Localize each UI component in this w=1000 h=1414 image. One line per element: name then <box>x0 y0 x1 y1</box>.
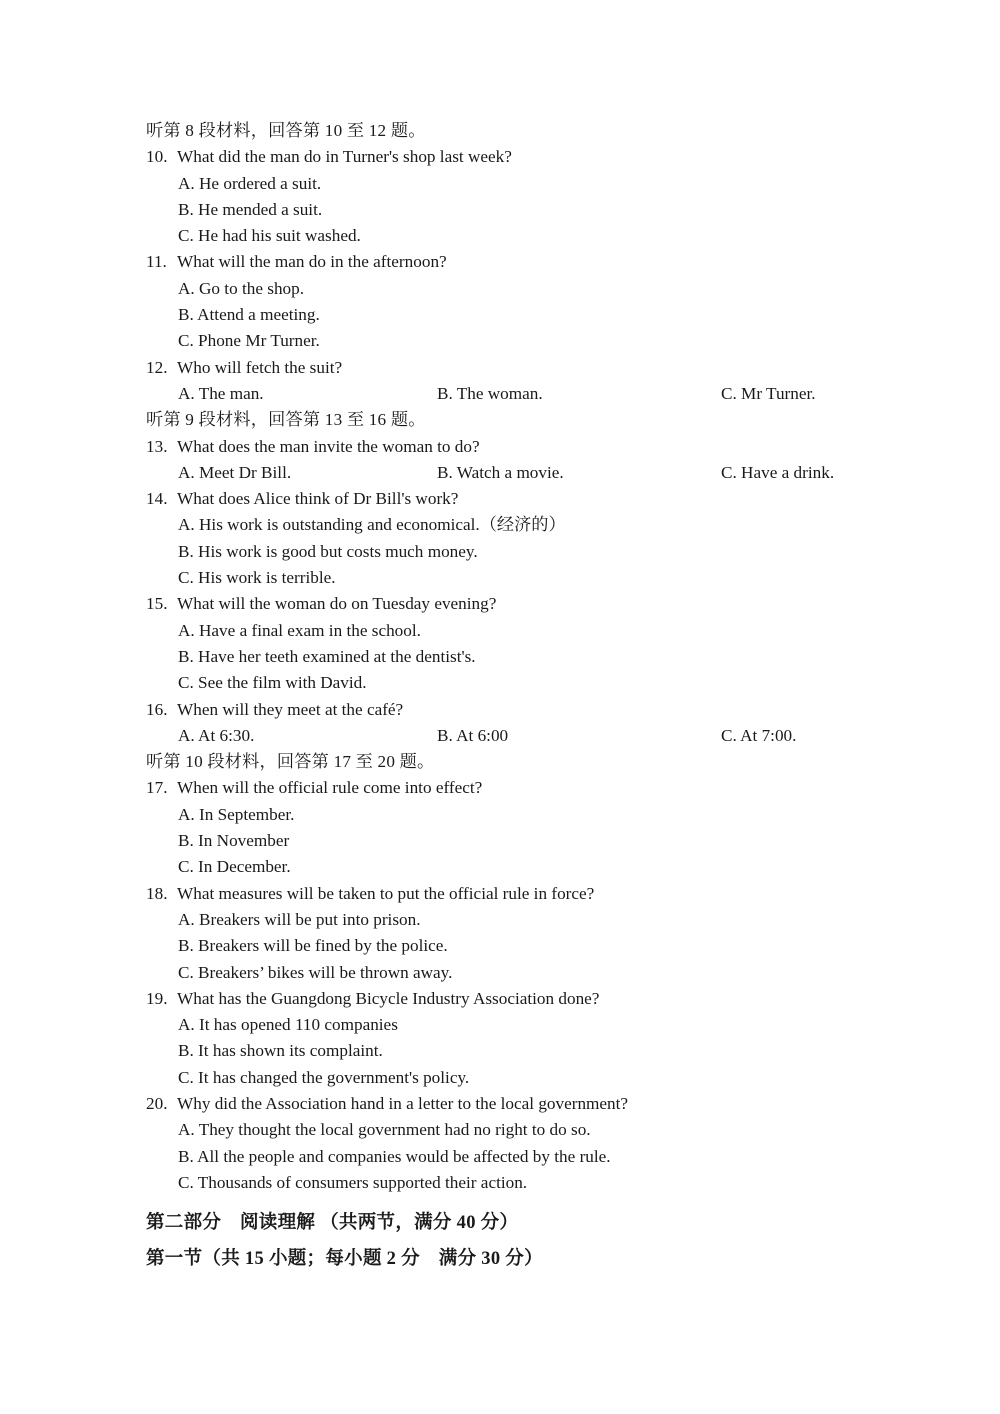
question-14-option-c[interactable]: C. His work is terrible. <box>178 568 336 588</box>
question-15-option-b[interactable]: B. Have her teeth examined at the dentist's. <box>178 646 476 666</box>
question-13-text: What does the man invite the woman to do? <box>177 436 480 456</box>
question-12-number: 12. <box>146 357 168 377</box>
question-10-text: What did the man do in Turner's shop last week? <box>177 147 512 167</box>
exam-content-column <box>146 118 946 1196</box>
question-12-option-b[interactable]: B. The woman. <box>437 383 543 403</box>
question-19-option-b[interactable]: B. It has shown its complaint. <box>178 1041 383 1061</box>
question-15-option-a[interactable]: A. Have a final exam in the school. <box>178 620 421 640</box>
question-17-option-a[interactable]: A. In September. <box>178 804 295 824</box>
question-18-option-c[interactable]: C. Breakers’ bikes will be thrown away. <box>178 962 453 982</box>
question-19-text: What has the Guangdong Bicycle Industry Association done? <box>177 988 600 1008</box>
question-20-option-a[interactable]: A. They thought the local government had no right to do so. <box>178 1120 591 1140</box>
question-16-option-c[interactable]: C. At 7:00. <box>721 725 797 745</box>
question-18-number: 18. <box>146 883 168 903</box>
question-17-number: 17. <box>146 778 168 798</box>
question-20-text: Why did the Association hand in a letter to the local government? <box>177 1093 629 1113</box>
question-11-option-b[interactable]: B. Attend a meeting. <box>178 305 320 325</box>
part-two-heading: 第二部分 阅读理解 （共两节，满分 40 分） <box>146 1213 519 1233</box>
question-11-stem <box>146 249 946 275</box>
question-11-number: 11. <box>146 252 167 272</box>
question-10-number: 10. <box>146 147 168 167</box>
question-16-stem <box>146 697 946 723</box>
question-15-stem <box>146 591 946 617</box>
question-10-option-c[interactable]: C. He had his suit washed. <box>178 226 361 246</box>
question-16-number: 16. <box>146 699 168 719</box>
question-13-number: 13. <box>146 436 168 456</box>
section-one-heading: 第一节（共 15 小题；每小题 2 分 满分 30 分） <box>146 1249 543 1269</box>
question-12-option-a[interactable]: A. The man. <box>178 383 264 403</box>
question-20-stem <box>146 1091 946 1117</box>
question-18-text: What measures will be taken to put the official rule in force? <box>177 883 595 903</box>
question-19-stem <box>146 986 946 1012</box>
question-12-text: Who will fetch the suit? <box>177 357 343 377</box>
question-15-option-c[interactable]: C. See the film with David. <box>178 673 367 693</box>
question-20-option-b[interactable]: B. All the people and companies would be affected by the rule. <box>178 1146 611 1166</box>
question-19-option-c[interactable]: C. It has changed the government's policy. <box>178 1067 470 1087</box>
question-13-option-b[interactable]: B. Watch a movie. <box>437 462 564 482</box>
question-10-stem <box>146 144 946 170</box>
question-17-stem <box>146 775 946 801</box>
question-15-number: 15. <box>146 594 168 614</box>
question-14-text: What does Alice think of Dr Bill's work? <box>177 489 459 509</box>
question-16-option-b[interactable]: B. At 6:00 <box>437 725 509 745</box>
question-11-option-c[interactable]: C. Phone Mr Turner. <box>178 331 320 351</box>
question-18-option-b[interactable]: B. Breakers will be fined by the police. <box>178 936 448 956</box>
question-20-option-c[interactable]: C. Thousands of consumers supported their action. <box>178 1172 528 1192</box>
question-16-option-a[interactable]: A. At 6:30. <box>178 725 255 745</box>
question-17-text: When will the official rule come into effect? <box>177 778 483 798</box>
question-11-text: What will the man do in the afternoon? <box>177 252 447 272</box>
question-10-option-a[interactable]: A. He ordered a suit. <box>178 173 322 193</box>
question-20-number: 20. <box>146 1093 168 1113</box>
question-13-option-c[interactable]: C. Have a drink. <box>721 462 835 482</box>
question-18-stem <box>146 881 946 907</box>
question-13-option-a[interactable]: A. Meet Dr Bill. <box>178 462 292 482</box>
question-17-option-c[interactable]: C. In December. <box>178 857 291 877</box>
listening-passage-8-lead: 听第 8 段材料，回答第 10 至 12 题。 <box>146 121 426 140</box>
question-10-option-b[interactable]: B. He mended a suit. <box>178 199 323 219</box>
question-16-options-row <box>146 723 946 749</box>
question-14-option-b[interactable]: B. His work is good but costs much money. <box>178 541 478 561</box>
question-18-option-a[interactable]: A. Breakers will be put into prison. <box>178 909 421 929</box>
question-12-options-row <box>146 381 946 407</box>
listening-passage-10-lead: 听第 10 段材料，回答第 17 至 20 题。 <box>146 752 435 772</box>
question-16-text: When will they meet at the café? <box>177 699 404 719</box>
question-12-stem <box>146 355 946 381</box>
question-11-option-a[interactable]: A. Go to the shop. <box>178 278 305 298</box>
question-13-stem <box>146 434 946 460</box>
question-13-options-row <box>146 460 946 486</box>
question-12-option-c[interactable]: C. Mr Turner. <box>721 383 816 403</box>
question-14-option-a[interactable]: A. His work is outstanding and economical.（经济的） <box>178 515 566 535</box>
question-19-option-a[interactable]: A. It has opened 110 companies <box>178 1015 398 1035</box>
question-15-text: What will the woman do on Tuesday evening? <box>177 594 497 614</box>
question-17-option-b[interactable]: B. In November <box>178 831 290 851</box>
listening-passage-9-lead: 听第 9 段材料，回答第 13 至 16 题。 <box>146 410 426 430</box>
question-14-stem <box>146 486 946 512</box>
question-19-number: 19. <box>146 988 168 1008</box>
question-14-number: 14. <box>146 489 168 509</box>
